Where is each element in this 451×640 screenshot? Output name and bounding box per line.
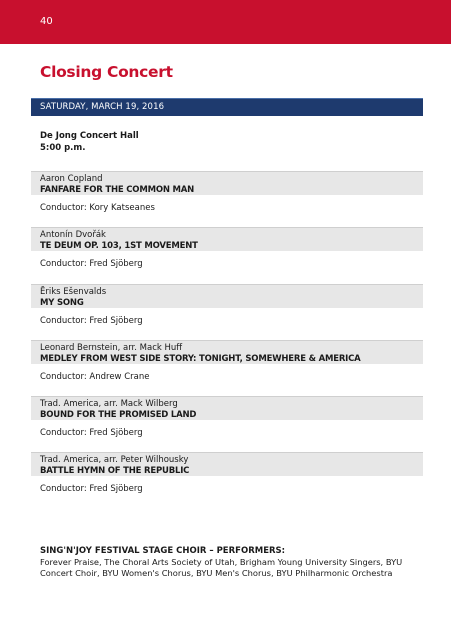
- work-title: TE DEUM OP. 103, 1ST MOVEMENT: [40, 241, 198, 251]
- program-item: [31, 452, 423, 495]
- venue-info: [40, 130, 139, 154]
- program-item-header: [31, 284, 423, 308]
- program-item-header: [31, 171, 423, 195]
- program-item: [31, 396, 423, 439]
- composer-name: Ēriks Ešenvalds: [40, 287, 107, 297]
- work-title: BOUND FOR THE PROMISED LAND: [40, 410, 197, 420]
- conductor-line: Conductor: Fred Sjöberg: [40, 484, 143, 494]
- program-item: [31, 340, 423, 383]
- program-item-header: [31, 227, 423, 251]
- performers-section: [40, 546, 415, 579]
- program-item-header: [31, 340, 423, 364]
- program-item: [31, 284, 423, 327]
- composer-name: Leonard Bernstein, arr. Mack Huff: [40, 343, 183, 353]
- page-number: 40: [40, 16, 53, 27]
- conductor-line: Conductor: Andrew Crane: [40, 372, 150, 382]
- venue-time: 5:00 p.m.: [40, 143, 86, 153]
- conductor-line: Conductor: Fred Sjöberg: [40, 428, 143, 438]
- program-item: [31, 227, 423, 270]
- program-item-header: [31, 396, 423, 420]
- composer-name: Antonín Dvořák: [40, 230, 106, 240]
- page-title: Closing Concert: [40, 63, 173, 81]
- date-banner: [31, 98, 423, 116]
- date-label: SATURDAY, MARCH 19, 2016: [40, 102, 165, 112]
- conductor-line: Conductor: Kory Katseanes: [40, 203, 155, 213]
- work-title: MEDLEY FROM WEST SIDE STORY: TONIGHT, SOMEWHERE & AMERICA: [40, 354, 361, 364]
- program-item-header: [31, 452, 423, 476]
- work-title: FANFARE FOR THE COMMON MAN: [40, 185, 195, 195]
- performers-heading: SING'N'JOY FESTIVAL STAGE CHOIR – PERFORMERS:: [40, 546, 286, 556]
- work-title: BATTLE HYMN OF THE REPUBLIC: [40, 466, 190, 476]
- conductor-line: Conductor: Fred Sjöberg: [40, 316, 143, 326]
- composer-name: Trad. America, arr. Mack Wilberg: [40, 399, 178, 409]
- work-title: MY SONG: [40, 298, 84, 308]
- composer-name: Trad. America, arr. Peter Wilhousky: [40, 455, 189, 465]
- composer-name: Aaron Copland: [40, 174, 103, 184]
- venue-hall: De Jong Concert Hall: [40, 131, 139, 141]
- header-band: [0, 0, 451, 44]
- conductor-line: Conductor: Fred Sjöberg: [40, 259, 143, 269]
- performers-list: Forever Praise, The Choral Arts Society of Utah, Brigham Young University Singers, BYU Concert Choir, BYU Women's Chorus, BYU Men's Chorus, BYU Philharmonic Orchestra: [40, 557, 403, 578]
- program-item: [31, 171, 423, 214]
